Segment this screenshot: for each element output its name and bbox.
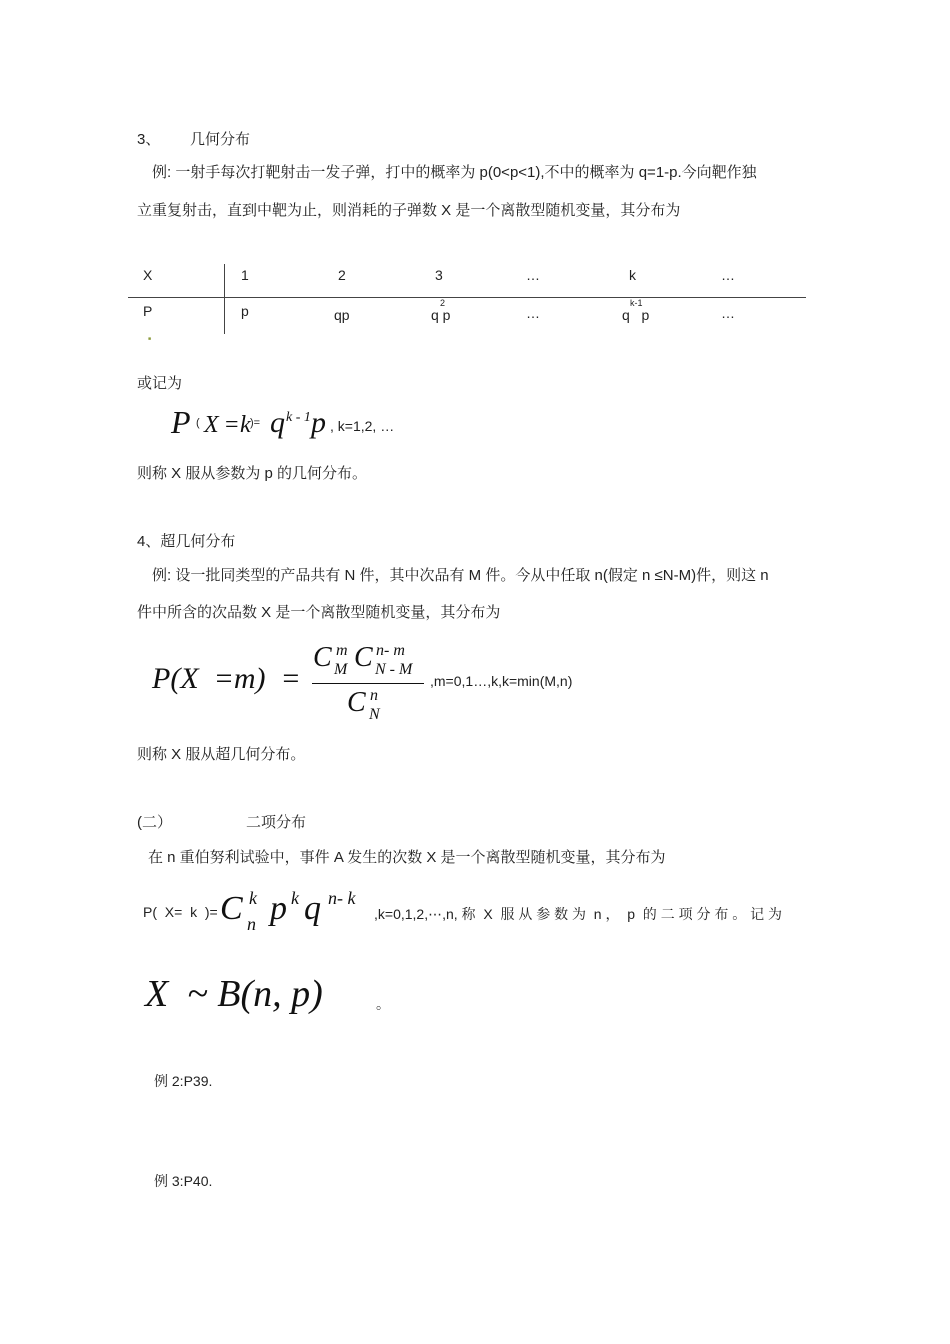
binom-intro: 在 n 重伯努利试验中，事件 A 发生的次数 X 是一个离散型随机变量，其分布为 xyxy=(148,849,666,866)
binom-formula-sup-q: n- k xyxy=(328,888,356,908)
binom-heading-number: (二） xyxy=(137,814,172,831)
binom-formula-tail: ,k=0,1,2,⋯,n, 称 X 服 从 参 数 为 n ， p 的 二 项 分 布 。 记 为 xyxy=(374,906,783,922)
binom-heading-title: 二项分布 xyxy=(246,814,307,831)
binom-formula-q: q xyxy=(304,890,321,927)
hyper-formula-sup3: n xyxy=(370,687,378,704)
geo-formula-k: k xyxy=(240,412,251,438)
small-marker: ■ xyxy=(148,336,152,342)
table-horizontal-rule xyxy=(128,297,806,298)
hyper-formula-C2: C xyxy=(354,642,373,673)
table-cell-qk1p: q p xyxy=(622,307,650,323)
hyper-formula-C3: C xyxy=(347,687,366,718)
hyper-conclusion: 则称 X 服从超几何分布。 xyxy=(137,746,306,763)
table-header-1: 1 xyxy=(241,267,249,283)
table-header-3: 3 xyxy=(435,267,443,283)
hyper-formula-sub1: M xyxy=(334,661,348,678)
table-header-2: 2 xyxy=(338,267,346,283)
binom-formula-prefix: P( X= k )= xyxy=(143,904,218,920)
hyper-example-line2: 件中所含的次品数 X 是一个离散型随机变量，其分布为 xyxy=(137,604,501,621)
hyper-formula-sup2: n- m xyxy=(376,642,405,659)
binom-formula-p: p xyxy=(270,890,287,927)
table-vertical-divider xyxy=(224,264,225,334)
geo-formula-X: X xyxy=(204,412,219,438)
hyper-example-line1: 例: 设一批同类型的产品共有 N 件，其中次品有 M 件。今从中任取 n(假定 n ≤N-M)件，则这 n xyxy=(152,567,769,584)
binom-formula-sup-k: k xyxy=(249,888,257,908)
hyper-formula-sub3: N xyxy=(369,706,380,723)
geo-formula-q: q xyxy=(270,406,285,439)
geo-or-denote: 或记为 xyxy=(137,375,183,392)
binom-formula-sup-p: k xyxy=(291,888,299,908)
table-cell-qp: qp xyxy=(334,307,350,323)
geo-example-line2: 立重复射击，直到中靶为止，则消耗的子弹数 X 是一个离散型随机变量，其分布为 xyxy=(137,202,681,219)
hyper-formula-sub2: N - M xyxy=(375,661,413,678)
table-cell-q2p: q p xyxy=(431,307,451,323)
binom-notation-end: 。 xyxy=(376,996,390,1012)
hyper-fraction-bar xyxy=(312,683,424,684)
geo-formula-P: P xyxy=(171,404,191,440)
geo-formula-exp: k - 1 xyxy=(286,410,311,425)
example-2: 例 2:P39. xyxy=(154,1073,213,1089)
table-row-label-p: P xyxy=(143,303,153,319)
table-cell-p: p xyxy=(241,303,249,319)
table-cell-qk1p-exp: k-1 xyxy=(630,298,643,308)
section-3-title: 几何分布 xyxy=(190,131,251,148)
binom-notation: X ~ B(n, p) xyxy=(145,973,323,1015)
table-header-x: X xyxy=(143,267,153,283)
hyper-formula-tail: ,m=0,1…,k,k=min(M,n) xyxy=(430,673,573,689)
section-3-number: 3、 xyxy=(137,131,161,148)
table-header-ellipsis-2: … xyxy=(721,267,735,283)
example-3: 例 3:P40. xyxy=(154,1173,213,1189)
geo-conclusion: 则称 X 服从参数为 p 的几何分布。 xyxy=(137,465,368,482)
geo-formula-paren-open: ( xyxy=(196,417,200,429)
table-header-k: k xyxy=(629,267,636,283)
geo-formula-tail: , k=1,2, … xyxy=(330,418,395,434)
geo-formula-p: p xyxy=(311,406,326,439)
hyper-formula-lhs: P(X =m) = xyxy=(152,662,301,695)
geo-example-line1: 例: 一射手每次打靶射击一发子弹，打中的概率为 p(0<p<1),不中的概率为 q=1-p.今向靶作独 xyxy=(152,164,757,181)
table-header-ellipsis-1: … xyxy=(526,267,540,283)
hyper-formula-sup1: m xyxy=(336,642,348,659)
geo-formula-paren-close: )= xyxy=(250,417,261,429)
section-4-title: 4、超几何分布 xyxy=(137,533,236,550)
hyper-formula-C1: C xyxy=(313,642,332,673)
binom-formula-C: C xyxy=(220,890,243,927)
table-cell-ellipsis-1: … xyxy=(526,305,540,321)
table-cell-ellipsis-2: … xyxy=(721,305,735,321)
table-cell-q2p-exp: 2 xyxy=(440,298,446,308)
binom-formula-sub-n: n xyxy=(247,914,256,934)
geo-formula-eq: = xyxy=(225,412,239,438)
